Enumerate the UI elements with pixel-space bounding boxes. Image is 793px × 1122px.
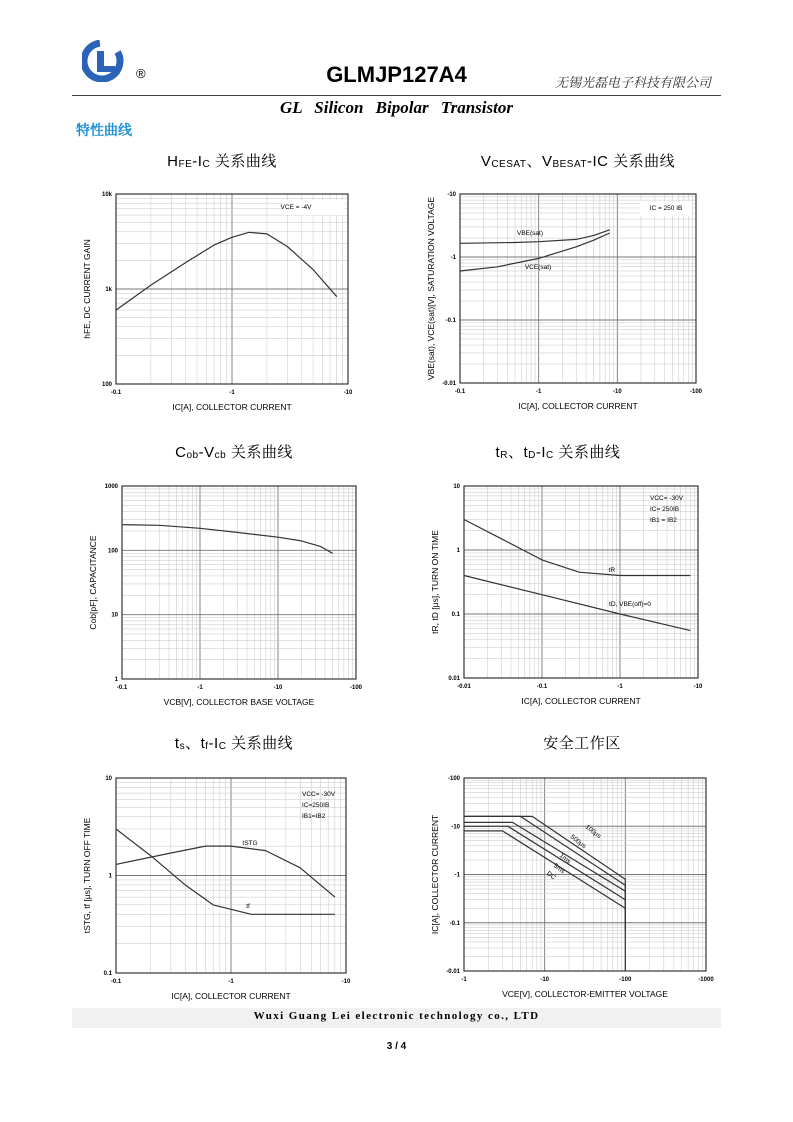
plot-frame: [464, 486, 698, 678]
y-tick-label: -0.1: [445, 318, 456, 324]
y-tick-label: 100: [101, 382, 112, 388]
x-tick-label: -0.01: [457, 684, 471, 690]
chart-title-cob: $C_{ob}-V_{cb}$ 关系曲线: [175, 444, 293, 461]
x-tick-label: -100: [349, 685, 363, 691]
series-label: tD, VBE(off)=0: [609, 601, 651, 608]
x-tick-label: -1: [228, 979, 234, 985]
y-tick-label: -1: [450, 255, 456, 261]
x-tick-label: -10: [273, 685, 283, 691]
chart-title-turn-on: $t_R$、$t_D-I_C$ 关系曲线: [495, 444, 621, 461]
grid: [460, 194, 696, 383]
x-tick-label: -1: [461, 977, 467, 983]
x-tick-label: -1: [229, 390, 235, 396]
y-axis-label: hFE, DC CURRENT GAIN: [82, 239, 92, 339]
x-tick-label: -1: [617, 684, 623, 690]
y-tick-label: -0.1: [449, 920, 460, 927]
y-tick-label: 10: [111, 612, 118, 619]
plot-frame: [460, 194, 696, 383]
x-tick-label: -1: [197, 685, 203, 691]
y-tick-label: -1: [454, 872, 460, 879]
x-tick-label: -10: [612, 389, 622, 395]
y-axis-label: tR, tD [μs], TURN ON TIME: [430, 530, 440, 634]
y-axis-label: tSTG, tf [μs], TURN OFF TIME: [82, 817, 92, 934]
x-tick-label: -10: [343, 390, 353, 396]
chart-annotation: IC= 250IB: [650, 506, 680, 513]
y-axis-label: IC[A], COLLECTOR CURRENT: [430, 814, 440, 935]
x-tick-label: -100: [619, 977, 632, 983]
x-tick-label: -0.1: [536, 684, 548, 690]
series-label: 1ms: [557, 852, 572, 866]
y-tick-label: 1: [456, 548, 460, 554]
x-tick-label: -10: [540, 977, 550, 983]
registered-mark: ®: [136, 66, 146, 81]
y-tick-label: -100: [447, 776, 460, 782]
series-label: VBE(sat): [516, 230, 544, 237]
x-tick-label: -1: [535, 389, 542, 395]
footer-company: Wuxi Guang Lei electronic technology co., LTD: [72, 1008, 721, 1028]
chart-annotation: VCE = -4V: [280, 204, 312, 211]
y-tick-label: 1: [114, 677, 118, 683]
y-tick-label: -10: [451, 824, 460, 831]
y-tick-label: 1000: [104, 484, 118, 490]
x-axis-label: VCE[V], COLLECTOR-EMITTER VOLTAGE: [502, 989, 668, 999]
y-tick-label: 1: [108, 873, 112, 880]
x-axis-label: IC[A], COLLECTOR CURRENT: [518, 401, 638, 411]
y-tick-label: 100: [107, 548, 118, 555]
chart-soa: [412, 766, 722, 1010]
x-tick-label: -0.1: [110, 390, 122, 396]
y-tick-label: -0.01: [442, 381, 456, 387]
x-axis-label: VCB[V], COLLECTOR BASE VOLTAGE: [163, 697, 315, 707]
x-axis-label: IC[A], COLLECTOR CURRENT: [521, 696, 641, 706]
y-tick-label: 10: [453, 484, 460, 490]
chart-title-soa: 安全工作区: [543, 735, 621, 752]
x-tick-label: -10: [341, 979, 351, 985]
grid: [122, 486, 356, 679]
y-axis-label: Cob[pF], CAPACITANCE: [88, 535, 98, 630]
grid: [464, 486, 698, 678]
chart-turn-off: [72, 766, 372, 1010]
series-line-td-vbe-off-0: [464, 576, 690, 631]
header-divider: [72, 95, 721, 96]
plot-frame: [122, 486, 356, 679]
y-tick-label: 0.01: [448, 676, 460, 682]
series-label: 500μs: [568, 833, 588, 851]
y-tick-label: 0.1: [451, 612, 460, 618]
chart-vsat: [412, 182, 712, 422]
x-tick-label: -0.1: [110, 979, 122, 985]
x-tick-label: -0.1: [454, 389, 466, 395]
chart-title-turn-off: $t_s$、$t_f-I_C$ 关系曲线: [174, 735, 294, 752]
y-axis-label: VBE(sat), VCE(sat)[V], SATURATION VOLTAGE: [426, 196, 436, 381]
y-tick-label: -0.01: [446, 969, 460, 975]
company-name-cn: 无锡光磊电子科技有限公司: [554, 76, 711, 91]
x-tick-label: -0.1: [116, 685, 128, 691]
x-tick-label: -100: [689, 389, 703, 395]
chart-hfe: [78, 182, 368, 422]
chart-annotation: VCC= -30V: [650, 495, 684, 502]
chart-annotation: IB1 = IB2: [650, 517, 677, 524]
x-axis-label: IC[A], COLLECTOR CURRENT: [171, 991, 291, 1001]
x-axis-label: IC[A], COLLECTOR CURRENT: [172, 402, 292, 412]
chart-annotation: VCC= -30V: [302, 791, 336, 798]
series-label: tf: [246, 903, 250, 910]
page-number: 3 / 4: [386, 1041, 407, 1052]
series-line-tr: [464, 520, 690, 576]
chart-title-hfe: $H_{FE}-I_C$ 关系曲线: [167, 153, 277, 170]
y-tick-label: -10: [447, 192, 456, 198]
grid: [116, 194, 348, 384]
y-tick-label: 1k: [105, 287, 112, 293]
series-label: 100μs: [583, 823, 603, 841]
y-tick-label: 10: [105, 776, 112, 782]
chart-title-vsat: $V_{CESAT}$、$V_{BESAT}-IC$ 关系曲线: [480, 153, 676, 170]
chart-annotation: IB1=IB2: [302, 813, 326, 820]
part-number: GLMJP127A4: [326, 62, 467, 87]
series-label: tSTG: [242, 840, 258, 847]
series-label: DC: [545, 870, 557, 882]
series-line-tf: [116, 829, 335, 914]
series-label: 5ms: [551, 862, 566, 876]
chart-annotation: IC = 250 IB: [649, 205, 683, 212]
series-label: VCE(sat): [524, 264, 552, 271]
y-tick-label: 10k: [101, 192, 112, 198]
subtitle: GL Silicon Bipolar Transistor: [280, 98, 513, 117]
section-title: 特性曲线: [76, 122, 132, 138]
x-tick-label: -10: [693, 684, 703, 690]
chart-cob: [72, 475, 372, 715]
chart-annotation: IC=250IB: [302, 802, 330, 809]
chart-turn-on: [412, 475, 712, 715]
y-tick-label: 0.1: [103, 971, 112, 977]
series-line-cob: [122, 525, 333, 554]
series-label: tR: [608, 567, 616, 574]
x-tick-label: -1000: [698, 977, 714, 983]
